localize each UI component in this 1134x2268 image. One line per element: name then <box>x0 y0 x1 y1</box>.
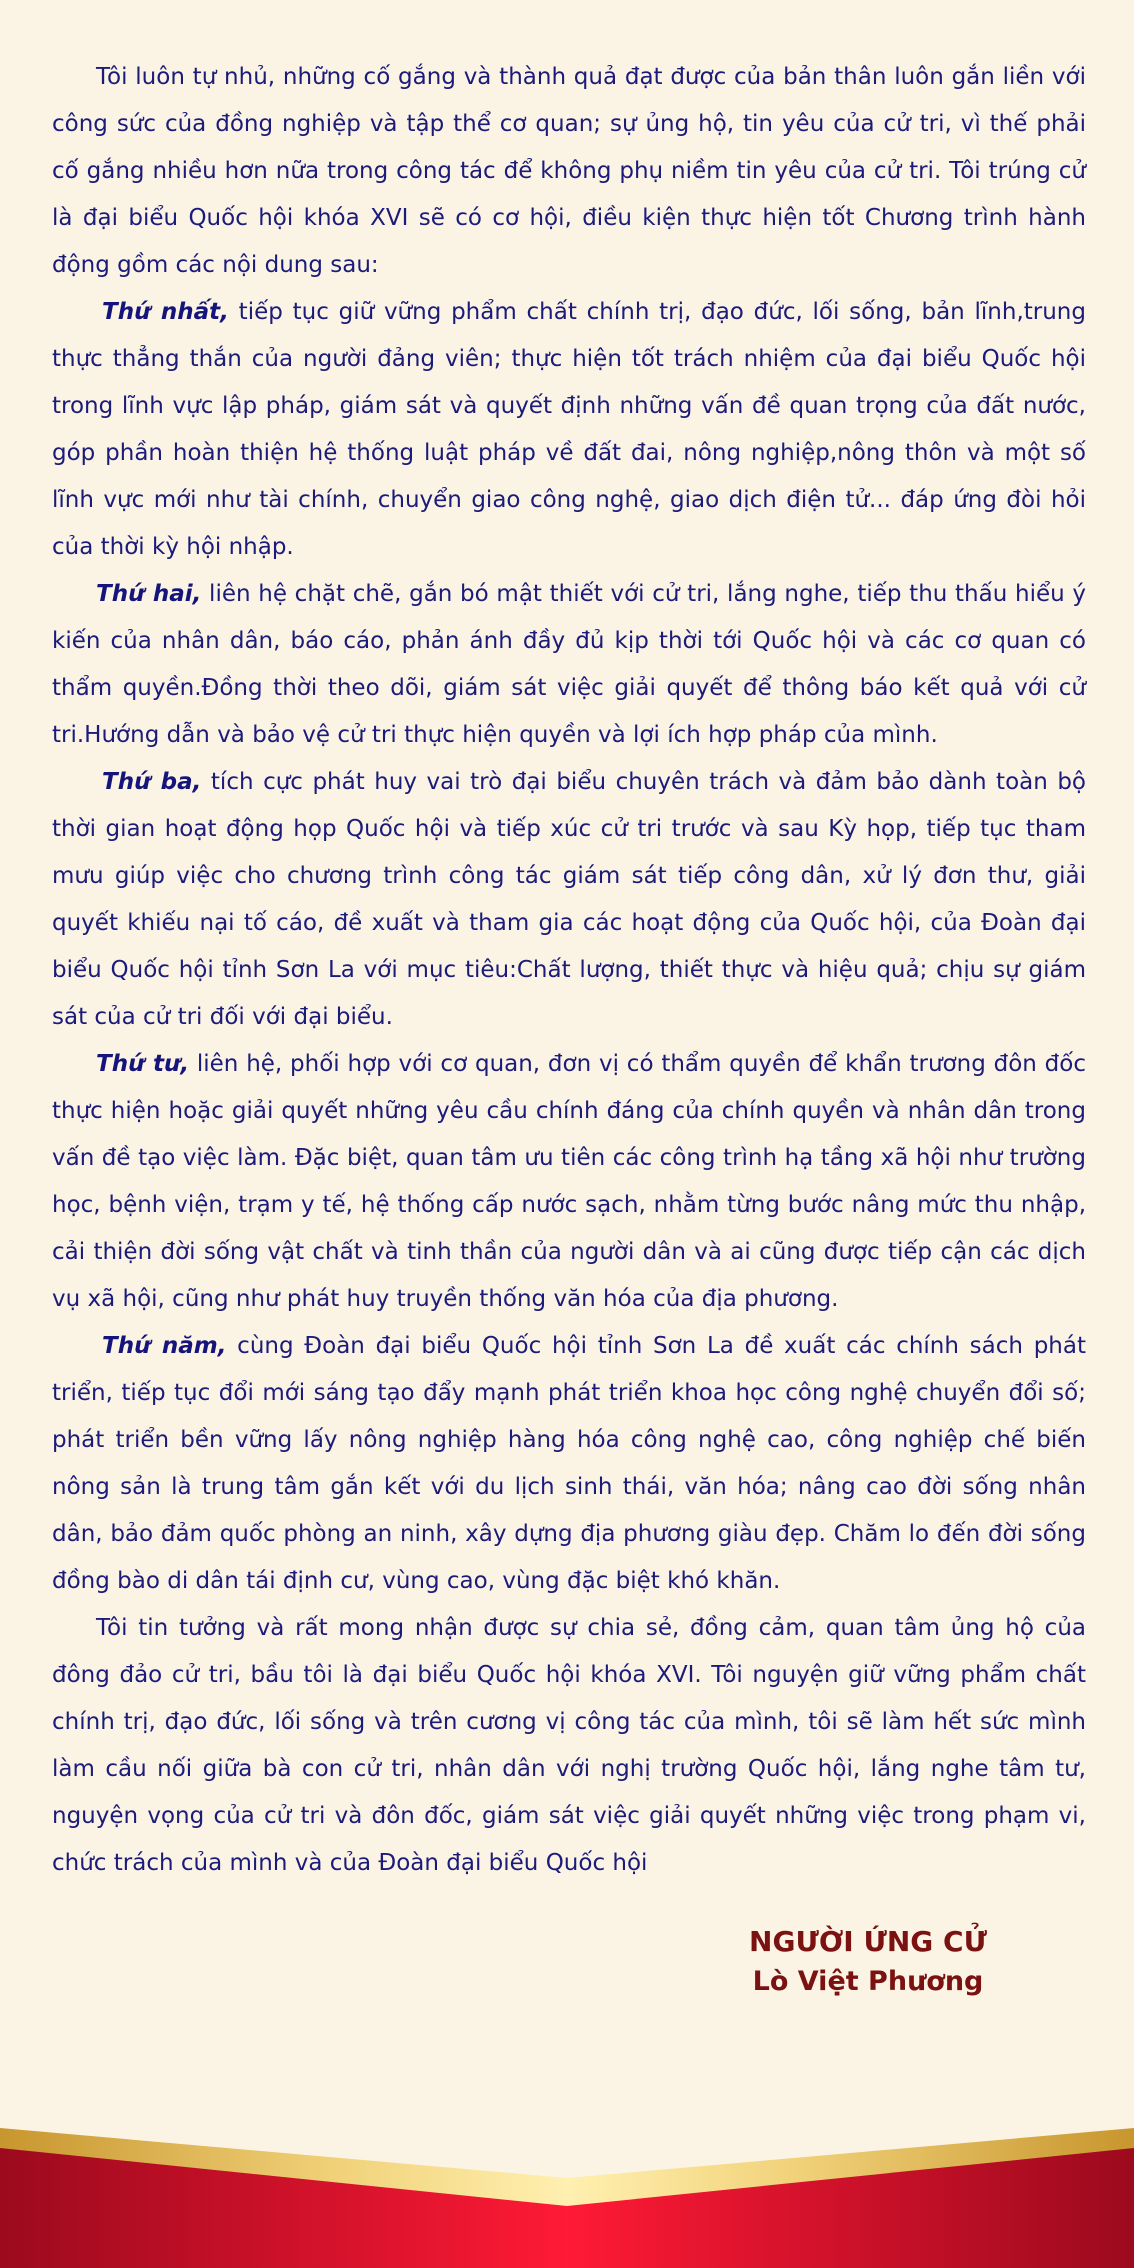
point-3-lead: Thứ ba, <box>102 769 202 795</box>
point-1-lead: Thứ nhất, <box>102 299 229 325</box>
signature-name: Lò Việt Phương <box>752 1966 984 1997</box>
paragraph-text: tích cực phát huy vai trò đại biểu chuyên trách và đảm bảo dành toàn bộ thời gian hoạt động họp Quốc hội và tiếp xúc cử tri trước và sau Kỳ họp, tiếp tục tham mưu giúp việc cho chương trình công tác giám sát tiếp công dân, xử lý đơn thư, giải quyết khiếu nại tố cáo, đề xuất và tham gia các hoạt động của Quốc hội, của Đoàn đại biểu Quốc hội tỉnh Sơn La với mục tiêu:Chất lượng, thiết thực và hiệu quả; chịu sự giám sát của cử tri đối với đại biểu. <box>52 769 1087 1030</box>
paragraph-text: liên hệ, phối hợp với cơ quan, đơn vị có thẩm quyền để khẩn trương đôn đốc thực hiện hoặc giải quyết những yêu cầu chính đáng của chính quyền và nhân dân trong vấn đề tạo việc làm. Đặc biệt, quan tâm ưu tiên các công trình hạ tầng xã hội như trường học, bệnh viện, trạm y tế, hệ thống cấp nước sạch, nhằm từng bước nâng mức thu nhập, cải thiện đời sống vật chất và tinh thần của người dân và ai cũng được tiếp cận các dịch vụ xã hội, cũng như phát huy truyền thống văn hóa của địa phương. <box>52 1051 1086 1312</box>
paragraph-text: Tôi tin tưởng và rất mong nhận được sự chia sẻ, đồng cảm, quan tâm ủng hộ của đông đảo cử tri, bầu tôi là đại biểu Quốc hội khóa XVI. Tôi nguyện giữ vững phẩm chất chính trị, đạo đức, lối sống và trên cương vị công tác của mình, tôi sẽ làm hết sức mình làm cầu nối giữa bà con cử tri, nhân dân với nghị trường Quốc hội, lắng nghe tâm tư, nguyện vọng của cử tri và đôn đốc, giám sát việc giải quyết những việc trong phạm vi, chức trách của mình và của Đoàn đại biểu Quốc hội <box>52 1615 1086 1876</box>
letter-body <box>52 54 1086 1887</box>
point-2-paragraph <box>52 571 1086 759</box>
point-4-paragraph <box>52 1041 1086 1323</box>
point-2-lead: Thứ hai, <box>96 581 202 607</box>
footer-banner <box>0 2110 1134 2268</box>
closing-paragraph <box>52 1605 1086 1887</box>
signature-title: NGƯỜI ỨNG CỬ <box>749 1925 987 1958</box>
point-5-lead: Thứ năm, <box>102 1333 227 1359</box>
paragraph-text: liên hệ chặt chẽ, gắn bó mật thiết với cử tri, lắng nghe, tiếp thu thấu hiểu ý kiến của nhân dân, báo cáo, phản ánh đầy đủ kịp thời tới Quốc hội và các cơ quan có thẩm quyền.Đồng thời theo dõi, giám sát việc giải quyết để thông báo kết quả với cử tri.Hướng dẫn và bảo vệ cử tri thực hiện quyền và lợi ích hợp pháp của mình. <box>52 581 1087 748</box>
intro-paragraph <box>52 54 1086 289</box>
point-5-paragraph <box>52 1323 1086 1605</box>
paragraph-text: Tôi luôn tự nhủ, những cố gắng và thành quả đạt được của bản thân luôn gắn liền với công sức của đồng nghiệp và tập thể cơ quan; sự ủng hộ, tin yêu của cử tri, vì thế phải cố gắng nhiều hơn nữa trong công tác để không phụ niềm tin yêu của cử tri. Tôi trúng cử là đại biểu Quốc hội khóa XVI sẽ có cơ hội, điều kiện thực hiện tốt Chương trình hành động gồm các nội dung sau: <box>52 64 1086 278</box>
paragraph-text: cùng Đoàn đại biểu Quốc hội tỉnh Sơn La đề xuất các chính sách phát triển, tiếp tục đổi mới sáng tạo đẩy mạnh phát triển khoa học công nghệ chuyển đổi số; phát triển bền vững lấy nông nghiệp hàng hóa công nghệ cao, công nghiệp chế biến nông sản là trung tâm gắn kết với du lịch sinh thái, văn hóa; nâng cao đời sống nhân dân, bảo đảm quốc phòng an ninh, xây dựng địa phương giàu đẹp. Chăm lo đến đời sống đồng bào di dân tái định cư, vùng cao, vùng đặc biệt khó khăn. <box>52 1333 1086 1594</box>
footer-red-band <box>0 2148 1134 2268</box>
point-4-lead: Thứ tư, <box>96 1051 190 1077</box>
point-3-paragraph <box>52 759 1086 1041</box>
point-1-paragraph <box>52 289 1086 571</box>
paragraph-text: tiếp tục giữ vững phẩm chất chính trị, đạo đức, lối sống, bản lĩnh,trung thực thẳng thắn của người đảng viên; thực hiện tốt trách nhiệm của đại biểu Quốc hội trong lĩnh vực lập pháp, giám sát và quyết định những vấn đề quan trọng của đất nước, góp phần hoàn thiện hệ thống luật pháp về đất đai, nông nghiệp,nông thôn và một số lĩnh vực mới như tài chính, chuyển giao công nghệ, giao dịch điện tử... đáp ứng đòi hỏi của thời kỳ hội nhập. <box>52 299 1086 560</box>
